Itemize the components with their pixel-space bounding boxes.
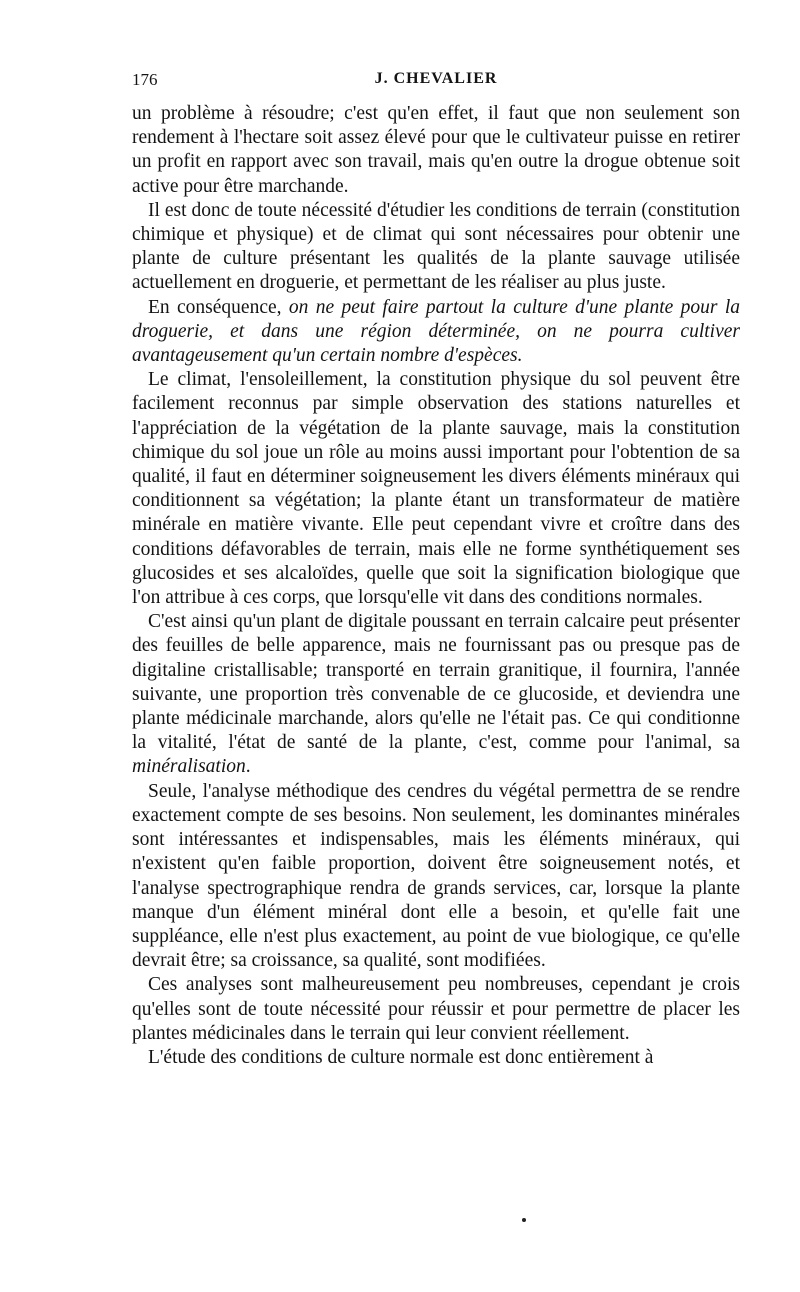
- paragraph-5-lead: C'est ainsi qu'un plant de digitale poussant en terrain calcaire peut présenter des feuilles de belle apparence, mais ne fournissant pas ou presque pas de digitaline cristallisable; transporté en terrain granitique, il fournira, l'année suivante, une proportion très convenable de ce glucoside, et deviendra une plante médicinale marchande, alors qu'elle ne l'était pas. Ce qui conditionne la vitalité, l'état de santé de la plante, c'est, comme pour l'animal, sa: [132, 611, 740, 754]
- page-number: 176: [132, 70, 158, 89]
- running-head-author: J. CHEVALIER: [374, 70, 498, 87]
- paragraph-5: [132, 610, 740, 779]
- print-speck: [522, 1218, 526, 1222]
- paragraph-5-tail: .: [245, 756, 251, 778]
- paragraph-3: [132, 296, 740, 369]
- paragraph-3-italic: on ne peut faire partout la culture d'une plante pour la droguerie, et dans une région déterminée, on ne pourra cultiver avantageusement qu'un certain nombre d'espèces.: [132, 296, 740, 367]
- paragraph-6: Seule, l'analyse méthodique des cendres du végétal permettra de se rendre exactement compte de ses besoins. Non seulement, les dominantes minérales sont intéressantes et indispensables, mais les éléments minéraux, qui n'existent qu'en faible proportion, doivent être soigneusement notés, et l'analyse spectrographique rendra de grands services, car, lorsque la plante manque d'un élément minéral dont elle a besoin, et qu'elle fait une suppléance, elle n'est plus exactement, au point de vue biologique, ce qu'elle devrait être; sa croissance, sa qualité, sont modifiées.: [132, 780, 740, 972]
- page-header: [132, 70, 740, 94]
- paragraph-1: un problème à résoudre; c'est qu'en effet, il faut que non seulement son rendement à l'hectare soit assez élevé pour que le cultivateur puisse en retirer un profit en rapport avec son travail, mais qu'en outre la drogue obtenue soit active pour être marchande.: [132, 103, 740, 197]
- paragraph-5-italic: minéralisation: [132, 756, 246, 778]
- paragraph-2: Il est donc de toute nécessité d'étudier les conditions de terrain (constitution chimique et physique) et de climat qui sont nécessaires pour obtenir une plante de culture présentant les qualités de la plante sauvage utilisée actuellement en droguerie, et permettant de les réaliser au plus juste.: [132, 199, 740, 294]
- paragraph-8: L'étude des conditions de culture normale est donc entièrement à: [148, 1046, 654, 1068]
- paragraph-4: Le climat, l'ensoleillement, la constitution physique du sol peuvent être facilement reconnus par simple observation des stations naturelles et l'appréciation de la végétation de la plante sauvage, mais la constitution chimique du sol joue un rôle au moins aussi important pour l'obtention de sa qualité, il faut en déterminer soigneusement les divers éléments minéraux qui conditionnent sa végétation; la plante étant un transformateur de matière minérale en matière vivante. Elle peut cependant vivre et croître dans des conditions défavorables de terrain, mais elle ne forme synthétiquement ses glucosides et ses alcaloïdes, quelle que soit la signification biologique que l'on attribue à ces corps, que lorsqu'elle vit dans des conditions normales.: [132, 369, 740, 609]
- paragraph-3-lead: En conséquence,: [148, 296, 289, 318]
- body-text: [132, 102, 740, 1070]
- paragraph-7: Ces analyses sont malheureusement peu nombreuses, cependant je crois qu'elles sont de toute nécessité pour réussir et pour permettre de placer les plantes médicinales dans le terrain qui leur convient réellement.: [132, 974, 740, 1044]
